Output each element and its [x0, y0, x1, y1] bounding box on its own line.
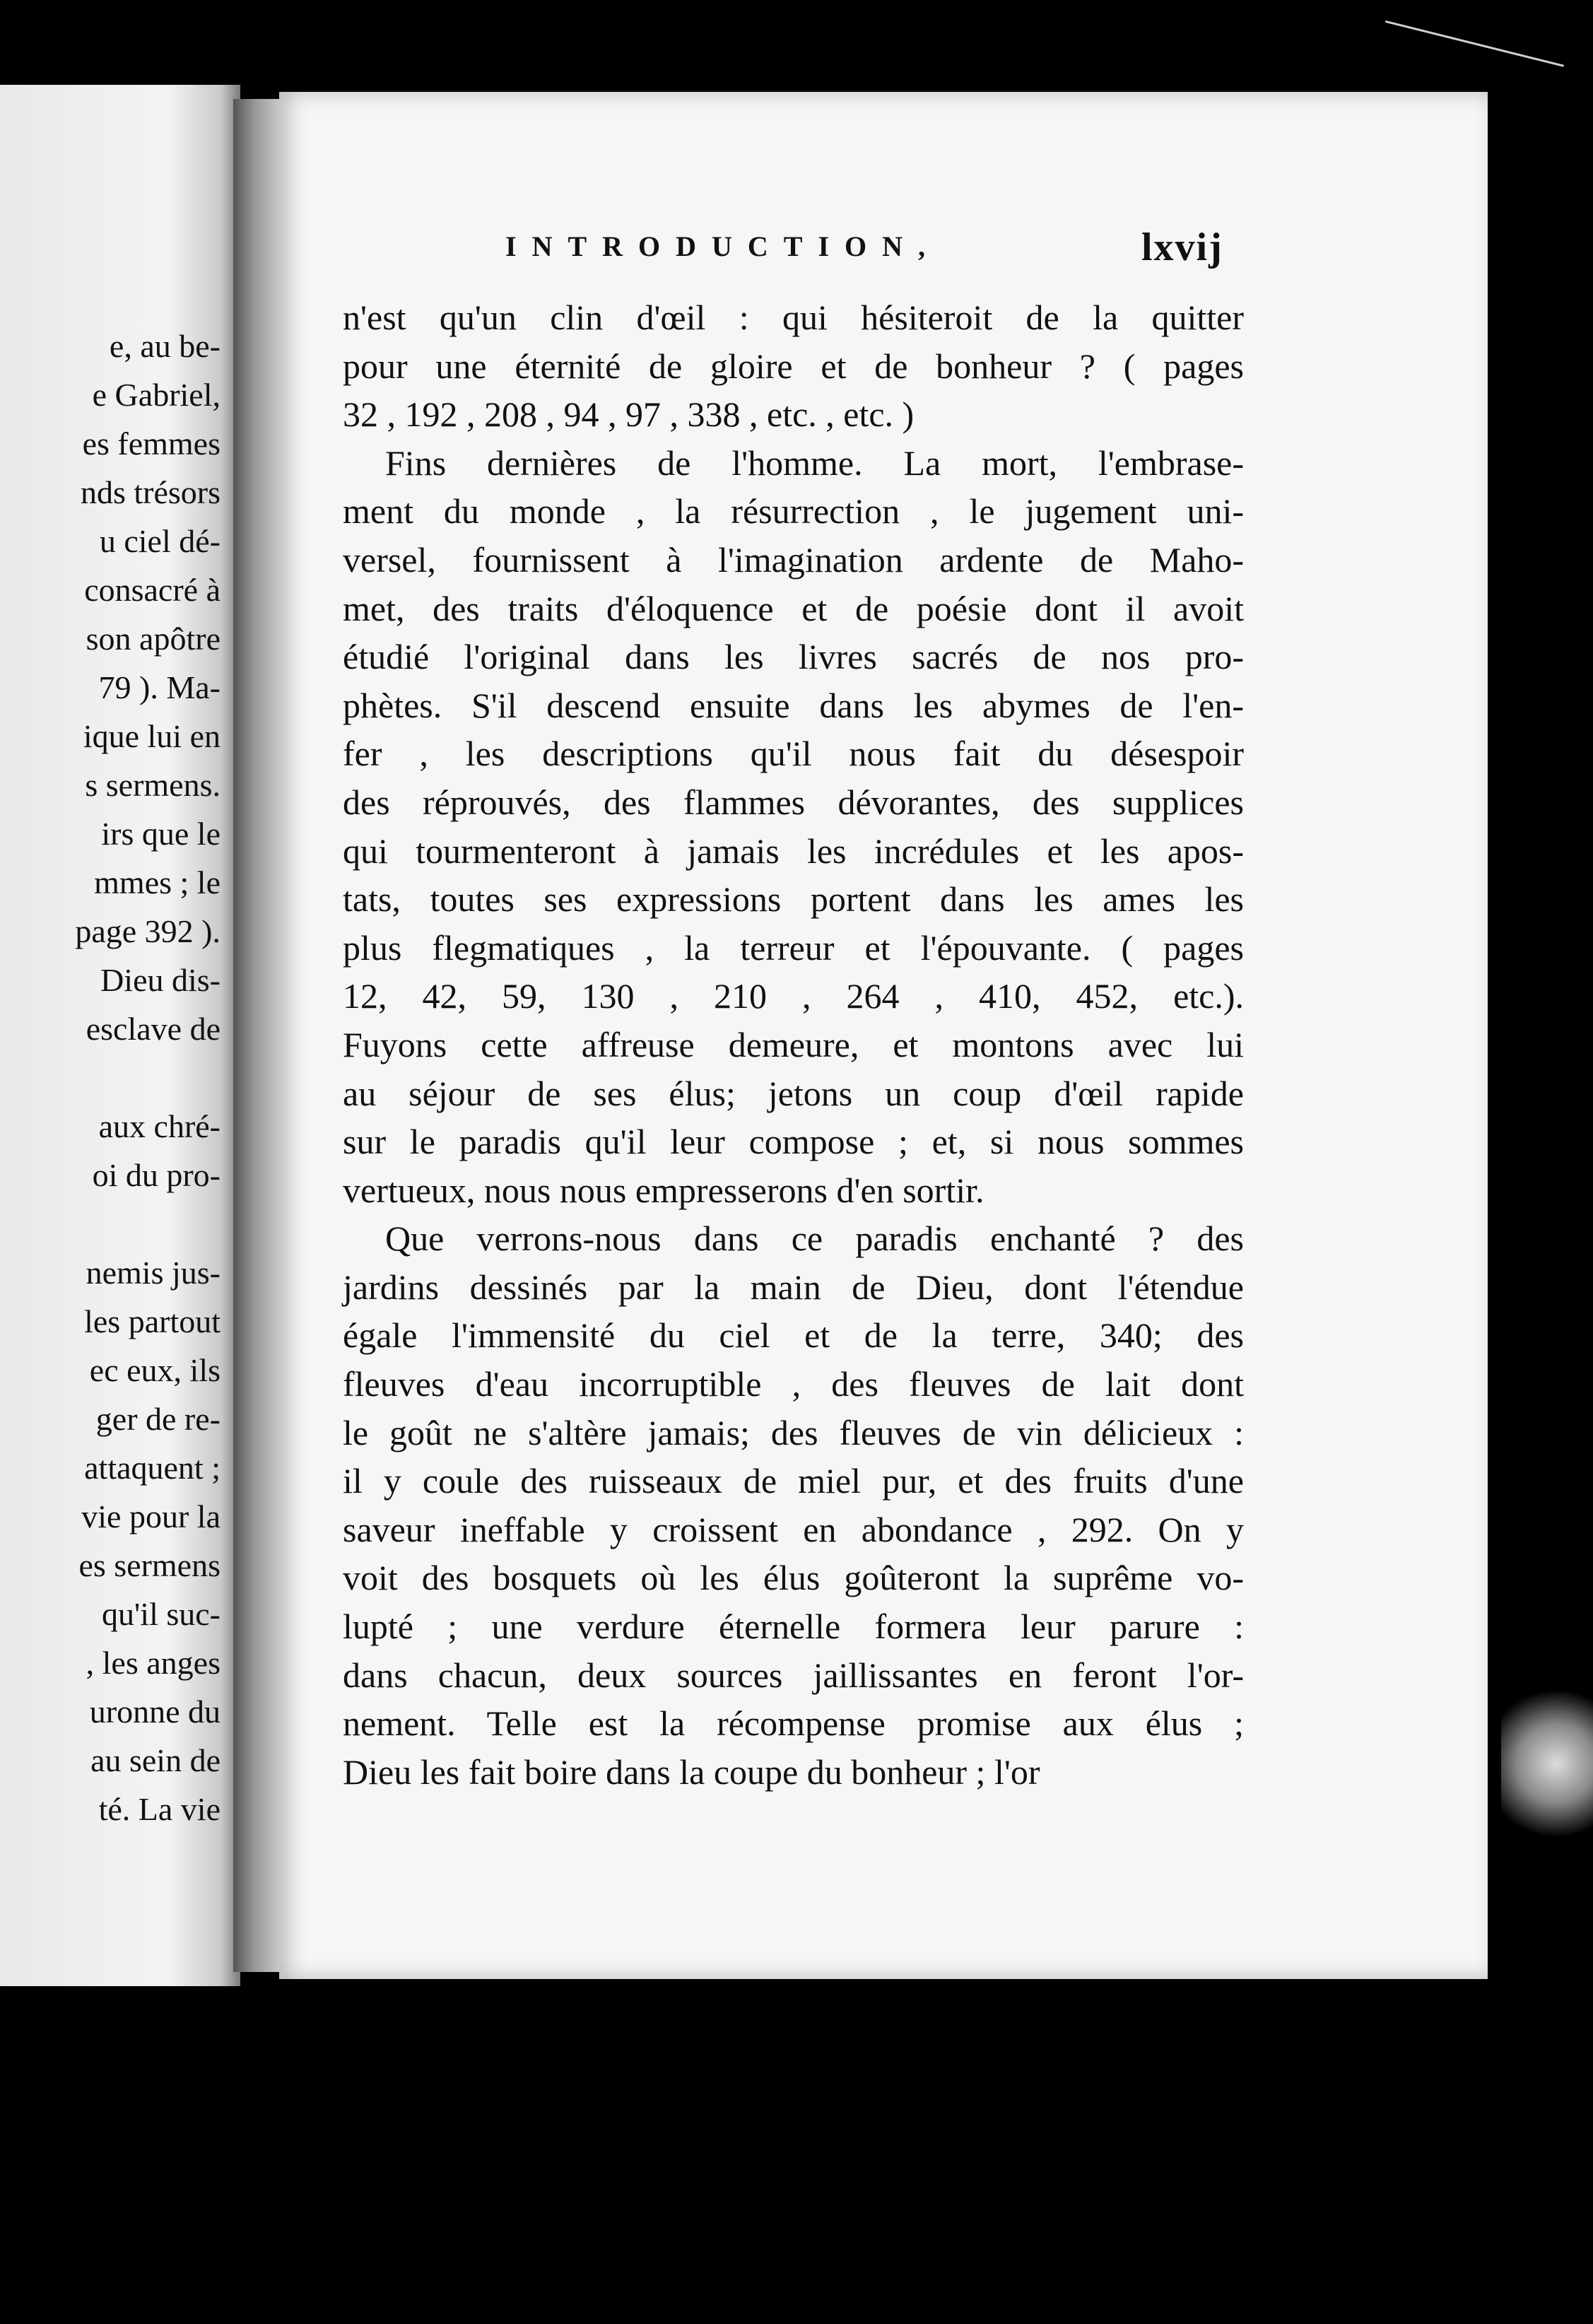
text-line: versel, fournissent à l'imagination ardente de Maho-	[343, 539, 1244, 580]
left-page-line: nemis jus-	[86, 1255, 221, 1291]
text-line: 12, 42, 59, 130 , 210 , 264 , 410, 452, etc.).	[343, 976, 1244, 1016]
scan-corner-mark	[1382, 20, 1564, 81]
text-line: saveur ineffable y croissent en abondance , 292. On y	[343, 1509, 1244, 1549]
scan-edge-artifact	[1501, 1682, 1593, 1845]
left-page-line: oi du pro-	[92, 1157, 221, 1193]
left-page-line: consacré à	[84, 572, 221, 608]
text-line: il y coule des ruisseaux de miel pur, et des fruits d'une	[343, 1461, 1244, 1501]
left-facing-page	[0, 85, 240, 1986]
left-page-line: uronne du	[89, 1694, 221, 1730]
left-page-line: es femmes	[82, 426, 221, 462]
text-line: met, des traits d'éloquence et de poésie dont il avoit	[343, 588, 1244, 628]
text-line: 32 , 192 , 208 , 94 , 97 , 338 , etc. , etc. )	[343, 394, 915, 435]
text-line: Dieu les fait boire dans la coupe du bonheur ; l'or	[343, 1751, 1040, 1792]
text-line: vertueux, nous nous empresserons d'en sortir.	[343, 1170, 984, 1210]
left-page-line: e Gabriel,	[92, 377, 221, 413]
left-page-line: 79 ). Ma-	[98, 669, 221, 705]
text-line: tats, toutes ses expressions portent dans les ames les	[343, 879, 1244, 920]
text-line: voit des bosquets où les élus goûteront la suprême vo-	[343, 1558, 1244, 1598]
left-page-line: page 392 ).	[75, 913, 221, 949]
left-page-line: vie pour la	[81, 1498, 221, 1534]
left-page-text	[0, 322, 221, 1833]
text-line: des réprouvés, des flammes dévorantes, des supplices	[343, 782, 1244, 822]
text-line: phètes. S'il descend ensuite dans les abymes de l'en-	[343, 685, 1244, 725]
text-line: égale l'immensité du ciel et de la terre, 340; des	[343, 1315, 1244, 1356]
right-page	[279, 92, 1488, 1979]
text-line: qui tourmenteront à jamais les incrédules et les apos-	[343, 831, 1244, 871]
left-page-line: mmes ; le	[94, 864, 221, 900]
left-page-line: té. La vie	[98, 1791, 221, 1827]
text-line: Fins dernières de l'homme. La mort, l'embrase-	[385, 442, 1244, 483]
text-line: étudié l'original dans les livres sacrés de nos pro-	[343, 637, 1244, 677]
left-page-line: , les anges	[86, 1645, 221, 1681]
running-head: INTRODUCTION,	[505, 230, 941, 262]
text-line: nement. Telle est la récompense promise aux élus ;	[343, 1703, 1244, 1744]
left-page-line: ec eux, ils	[89, 1352, 221, 1388]
book-gutter	[233, 99, 283, 1972]
left-page-line: es sermens	[78, 1547, 221, 1583]
left-page-line: esclave de	[86, 1011, 221, 1047]
left-page-line: s sermens.	[85, 767, 221, 803]
left-page-line: u ciel dé-	[99, 523, 221, 559]
text-line: fer , les descriptions qu'il nous fait du désespoir	[343, 734, 1244, 774]
left-page-line: son apôtre	[86, 621, 221, 657]
left-page-line: Dieu dis-	[100, 962, 221, 998]
left-page-line: les partout	[84, 1303, 221, 1339]
text-line: ment du monde , la résurrection , le jugement uni-	[343, 491, 1244, 532]
text-line: sur le paradis qu'il leur compose ; et, si nous sommes	[343, 1122, 1244, 1162]
text-line: plus flegmatiques , la terreur et l'épouvante. ( pages	[343, 927, 1244, 968]
left-page-line: aux chré-	[98, 1108, 221, 1144]
left-page-line	[0, 1053, 221, 1102]
text-line: au séjour de ses élus; jetons un coup d'œil rapide	[343, 1073, 1244, 1113]
left-page-line: e, au be-	[109, 328, 221, 364]
text-line: Que verrons-nous dans ce paradis enchanté ? des	[385, 1219, 1244, 1259]
text-line: pour une éternité de gloire et de bonheur ? ( pages	[343, 346, 1244, 386]
left-page-line: attaquent ;	[84, 1450, 221, 1486]
text-line: le goût ne s'altère jamais; des fleuves de vin délicieux :	[343, 1412, 1244, 1452]
left-page-line: au sein de	[90, 1742, 221, 1778]
left-page-line: ique lui en	[83, 718, 221, 754]
text-line: fleuves d'eau incorruptible , des fleuves de lait dont	[343, 1364, 1244, 1404]
page-number: lxvij	[1141, 225, 1223, 269]
text-line: jardins dessinés par la main de Dieu, dont l'étendue	[343, 1267, 1244, 1307]
left-page-line	[0, 1199, 221, 1248]
left-page-line: irs que le	[101, 816, 221, 852]
text-line: n'est qu'un clin d'œil : qui hésiteroit de la quitter	[343, 298, 1244, 337]
body-text	[343, 293, 1244, 1796]
text-line: dans chacun, deux sources jaillissantes en feront l'or-	[343, 1655, 1244, 1695]
left-page-line: nds trésors	[80, 474, 221, 510]
text-line: lupté ; une verdure éternelle formera leur parure :	[343, 1607, 1244, 1647]
text-line: Fuyons cette affreuse demeure, et montons avec lui	[343, 1024, 1244, 1064]
left-page-line: ger de re-	[95, 1401, 221, 1437]
left-page-line: qu'il suc-	[102, 1596, 221, 1632]
